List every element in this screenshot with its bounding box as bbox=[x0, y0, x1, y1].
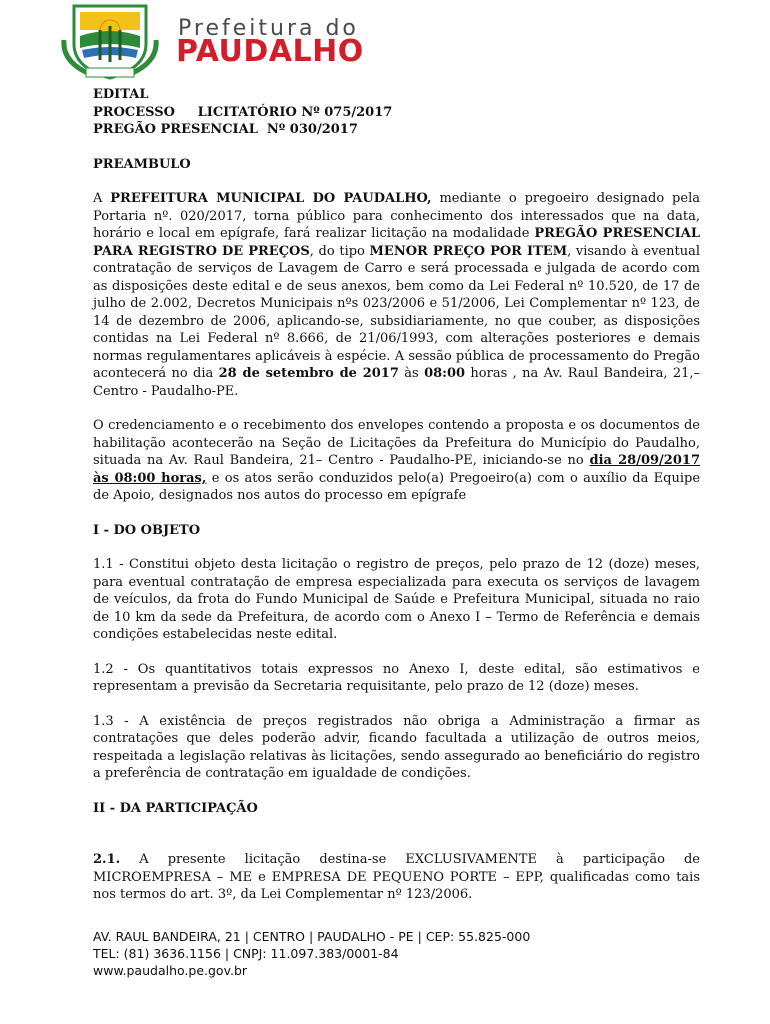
clause-1-1: 1.1 - Constitui objeto desta licitação o registro de preços, pelo prazo de 12 (doze) meses, para eventual contratação de empresa especializada para executa os serviços de lavagem de veículos, da frota do Fundo Municipal de Saúde e Prefeitura Municipal, situada no raio de 10 km da sede da Prefeitura, de acordo com o Anexo I – Termo de Referência e demais condições estabelecidas neste edital. bbox=[93, 557, 700, 642]
footer-address-line: AV. RAUL BANDEIRA, 21 | CENTRO | PAUDALHO - PE | CEP: 55.825-000 bbox=[93, 929, 531, 944]
brand-line-1: Prefeitura do bbox=[178, 16, 359, 41]
footer-address bbox=[93, 928, 530, 979]
preambulo-paragraph-1: A PREFEITURA MUNICIPAL DO PAUDALHO, mediante o pregoeiro designado pela Portaria nº. 020/2017, torna público para conhecimento dos interessados que na data, horário e local em epígrafe, fará realizar licitação na modalidade PREGÃO PRESENCIAL PARA REGISTRO DE PREÇOS, do tipo MENOR PREÇO POR ITEM, visando à eventual contratação de serviços de Lavagem de Carro e será processada e julgada de acordo com as disposições deste edital e de seus anexos, bem como da Lei Federal nº 10.520, de 17 de julho de 2.002, Decretos Municipais nºs 023/2006 e 51/2006, Lei Complementar nº 123, de 14 de dezembro de 2006, aplicando-se, subsidiariamente, no que couber, as disposições contidas na Lei Federal nº 8.666, de 21/06/1993, com alterações posteriores e demais normas regulamentares aplicáveis à espécie. A sessão pública de processamento do Pregão acontecerá no dia 28 de setembro de 2017 às 08:00 horas , na Av. Raul Bandeira, 21,– Centro - Paudalho-PE. bbox=[93, 191, 700, 399]
document-body bbox=[93, 86, 700, 904]
footer-website-link[interactable]: www.paudalho.pe.gov.br bbox=[93, 963, 248, 978]
brand-line-2: PAUDALHO bbox=[176, 34, 364, 69]
section-2-heading: II - DA PARTICIPAÇÃO bbox=[93, 800, 258, 816]
clause-1-2: 1.2 - Os quantitativos totais expressos no Anexo I, deste edital, são estimativos e representam a previsão da Secretaria requisitante, pelo prazo de 12 (doze) meses. bbox=[93, 661, 700, 694]
preambulo-heading: PREAMBULO bbox=[93, 156, 191, 172]
process-number: PROCESSO LICITATÓRIO Nº 075/2017 bbox=[93, 104, 393, 120]
municipal-seal-logo bbox=[60, 0, 160, 82]
clause-1-3: 1.3 - A existência de preços registrados não obriga a Administração a firmar as contratações que deles poderão advir, ficando facultada a utilização de outros meios, respeitada a legislação relativas às licitações, sendo assegurado ao beneficiário do registro a preferência de contratação em igualdade de condições. bbox=[93, 713, 700, 781]
preambulo-paragraph-2: O credenciamento e o recebimento dos envelopes contendo a proposta e os documentos de habilitação acontecerão na Seção de Licitações da Prefeitura do Município do Paudalho, situada na Av. Raul Bandeira, 21– Centro - Paudalho-PE, iniciando-se no dia 28/09/2017 às 08:00 horas, e os atos serão conduzidos pelo(a) Pregoeiro(a) com o auxílio da Equipe de Apoio, designados nos autos do processo em epígrafe bbox=[93, 418, 701, 503]
section-1-heading: I - DO OBJETO bbox=[93, 522, 201, 538]
clause-2-1: 2.1. A presente licitação destina-se EXCLUSIVAMENTE à participação de MICROEMPRESA – ME e EMPRESA DE PEQUENO PORTE – EPP, qualificadas como tais nos termos do art. 3º, da Lei Complementar nº 123/2006. bbox=[93, 852, 700, 902]
pregao-number: PREGÃO PRESENCIAL Nº 030/2017 bbox=[93, 122, 358, 137]
doc-title: EDITAL bbox=[93, 87, 149, 102]
footer-contact-line: TEL: (81) 3636.1156 | CNPJ: 11.097.383/0001-84 bbox=[93, 946, 399, 961]
letterhead bbox=[60, 0, 460, 84]
